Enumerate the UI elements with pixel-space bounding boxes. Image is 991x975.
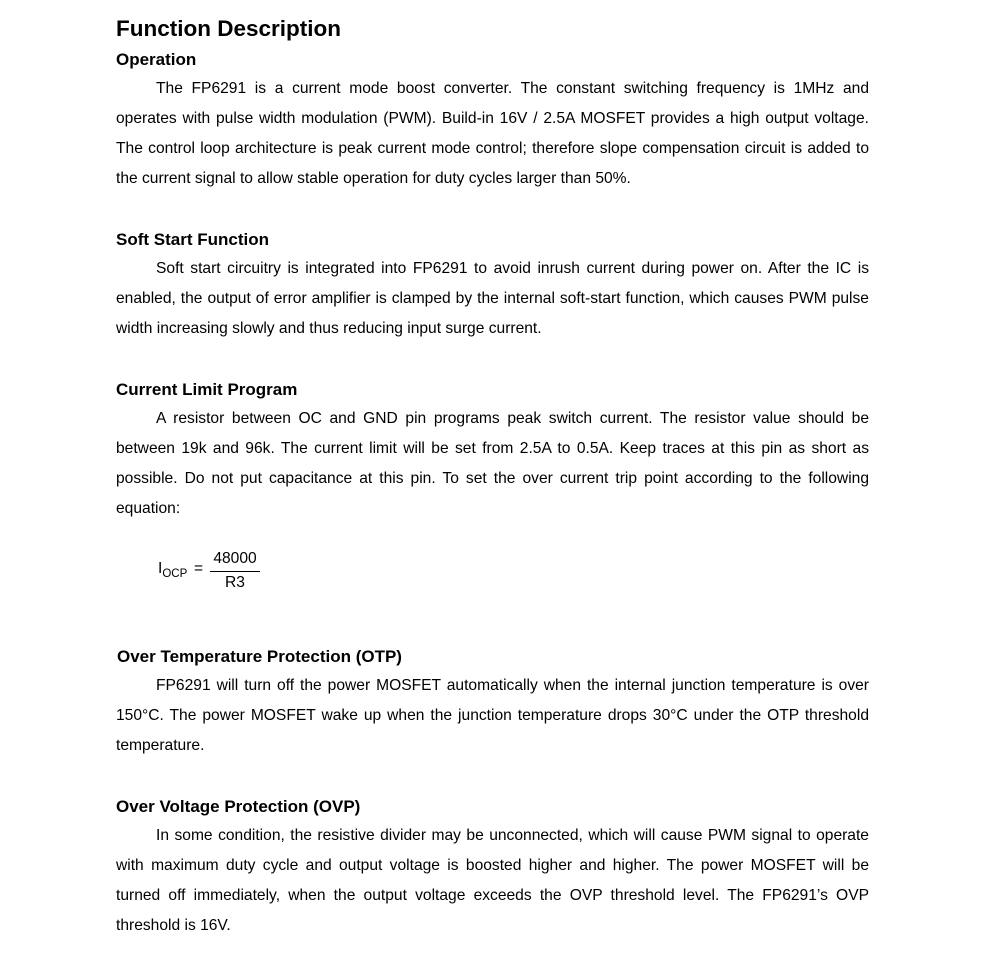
section-body-operation: The FP6291 is a current mode boost converter. The constant switching frequency is 1MHz and operates with pulse width modulation (PWM). Build-in 16V / 2.5A MOSFET provides a high output voltage. The control loop architecture is peak current mode control; therefore slope compensation circuit is added to the current signal to allow stable operation for duty cycles larger than 50%. [116,80,869,187]
section-body-current-limit: A resistor between OC and GND pin programs peak switch current. The resistor value should be between 19k and 96k. The current limit will be set from 2.5A to 0.5A. Keep traces at this pin as short as possible. Do not put capacitance at this pin. To set the over current trip point according to the following equation: [116,410,869,517]
equation-fraction [210,548,260,594]
section-heading-otp: Over Temperature Protection (OTP) [117,647,402,666]
page-title: Function Description [116,16,341,41]
section-body-ovp: In some condition, the resistive divider may be unconnected, which will cause PWM signal to operate with maximum duty cycle and output voltage is boosted higher and higher. The power MOSFET will be turned off immediately, when the output voltage exceeds the OVP threshold level. The FP6291’s OVP threshold is 16V. [116,827,869,934]
equation-lhs: $I_{OCP}$ [158,560,188,580]
equation-subscript: OCP [162,568,188,580]
equation-numerator: 48000 [210,548,260,572]
section-heading-ovp: Over Voltage Protection (OVP) [116,797,361,816]
equation-operator: = [194,560,204,577]
section-body-otp: FP6291 will turn off the power MOSFET automatically when the internal junction temperature is over 150°C. The power MOSFET wake up when the junction temperature drops 30°C under the OTP threshold temperature. [116,677,869,754]
equation-denominator: R3 [225,574,245,591]
section-heading-current-limit: Current Limit Program [116,380,298,399]
section-heading-soft-start: Soft Start Function [116,230,269,249]
section-heading-operation: Operation [116,50,197,69]
section-body-soft-start: Soft start circuitry is integrated into FP6291 to avoid inrush current during power on. After the IC is enabled, the output of error amplifier is clamped by the internal soft-start function, which causes PWM pulse width increasing slowly and thus reducing input surge current. [116,260,869,337]
